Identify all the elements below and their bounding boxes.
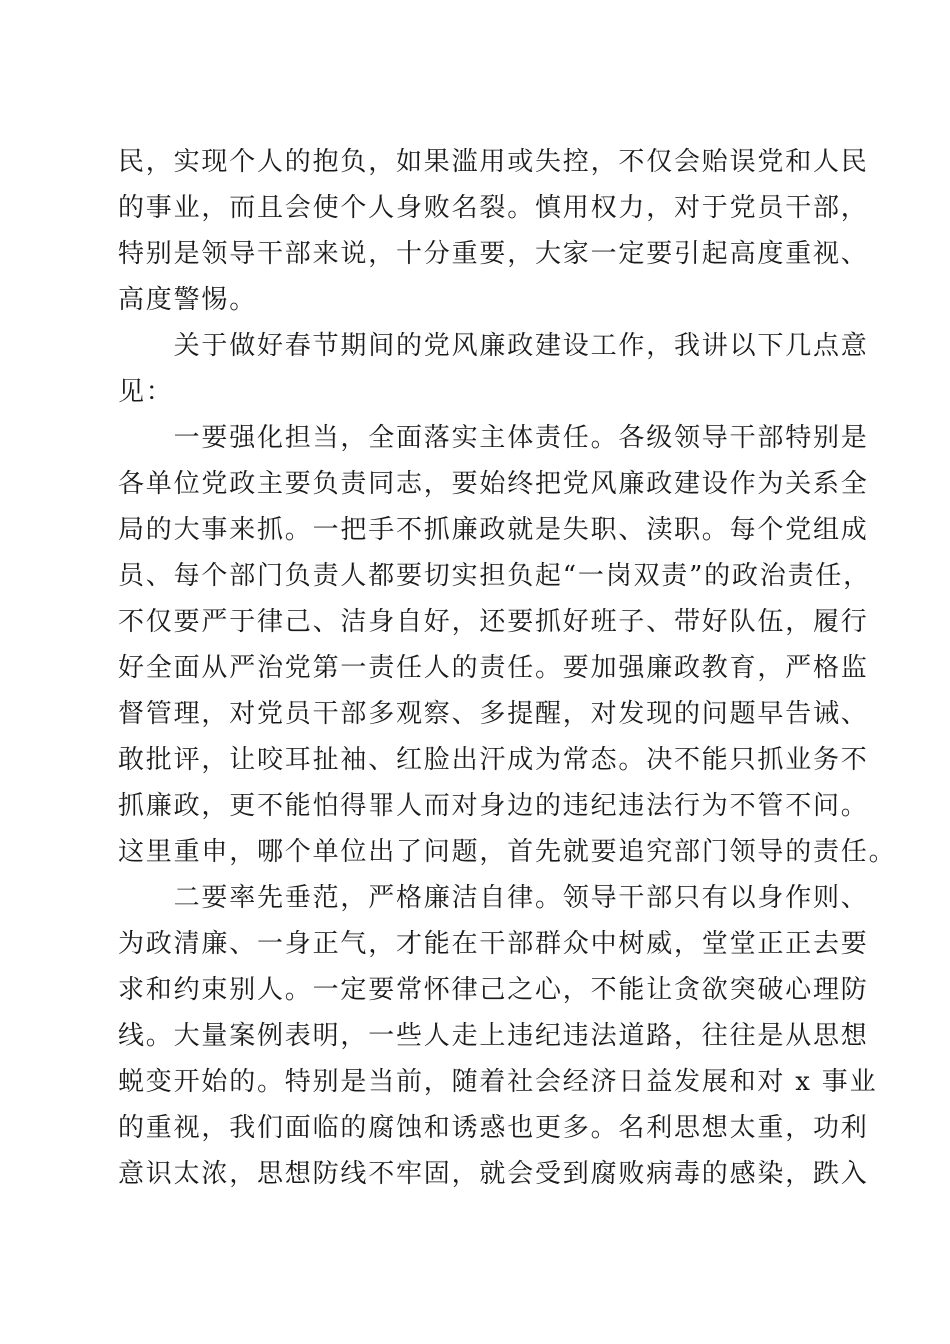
text-line: 二要率先垂范，严格廉洁自律。领导干部只有以身作则、 xyxy=(118,883,869,913)
text-line: 线。大量案例表明，一些人走上违纪违法道路，往往是从思想 xyxy=(118,1021,869,1051)
text-line: 员、每个部门负责人都要切实担负起“一岗双责”的政治责任， xyxy=(118,561,871,591)
text-line: 各单位党政主要负责同志，要始终把党风廉政建设作为关系全 xyxy=(118,469,869,499)
text-line: 局的大事来抓。一把手不抓廉政就是失职、渎职。每个党组成 xyxy=(118,515,869,545)
text-line: 民，实现个人的抱负，如果滥用或失控，不仅会贻误党和人民 xyxy=(118,147,869,177)
text-line: 抓廉政，更不能怕得罪人而对身边的违纪违法行为不管不问。 xyxy=(118,791,869,821)
text-line: 关于做好春节期间的党风廉政建设工作，我讲以下几点意 xyxy=(118,331,869,361)
text-line: 的事业，而且会使个人身败名裂。慎用权力，对于党员干部， xyxy=(118,193,869,223)
text-line: 的重视，我们面临的腐蚀和诱惑也更多。名利思想太重，功利 xyxy=(118,1113,869,1143)
text-line: 敢批评，让咬耳扯袖、红脸出汗成为常态。决不能只抓业务不 xyxy=(118,745,869,775)
text-line: 这里重申，哪个单位出了问题，首先就要追究部门领导的责任。 xyxy=(118,837,897,867)
document-body xyxy=(118,139,897,1197)
text-line: 求和约束别人。一定要常怀律己之心，不能让贪欲突破心理防 xyxy=(118,975,869,1005)
text-line: 不仅要严于律己、洁身自好，还要抓好班子、带好队伍，履行 xyxy=(118,607,869,637)
text-line: 特别是领导干部来说，十分重要，大家一定要引起高度重视、 xyxy=(118,239,869,269)
text-line: 蜕变开始的。特别是当前，随着社会经济日益发展和对 x 事业 xyxy=(118,1067,878,1097)
text-line: 为政清廉、一身正气，才能在干部群众中树威，堂堂正正去要 xyxy=(118,929,869,959)
text-line: 一要强化担当，全面落实主体责任。各级领导干部特别是 xyxy=(118,423,869,453)
text-line: 督管理，对党员干部多观察、多提醒，对发现的问题早告诫、 xyxy=(118,699,869,729)
text-line: 好全面从严治党第一责任人的责任。要加强廉政教育，严格监 xyxy=(118,653,869,683)
text-line: 意识太浓，思想防线不牢固，就会受到腐败病毒的感染，跌入 xyxy=(118,1159,869,1189)
text-line: 高度警惕。 xyxy=(118,285,258,315)
text-line: 见： xyxy=(118,377,174,407)
